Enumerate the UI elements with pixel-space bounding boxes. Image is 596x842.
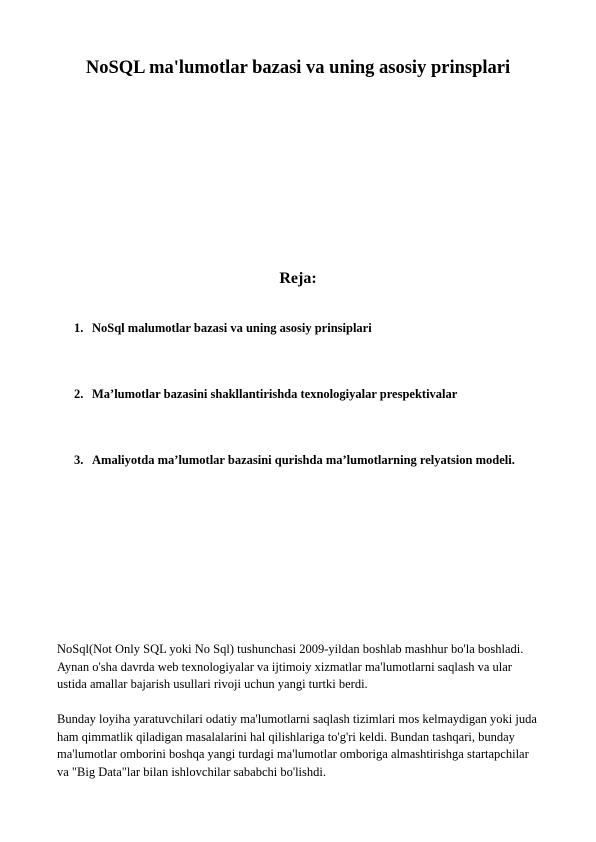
- plan-heading: Reja:: [279, 270, 317, 287]
- body-paragraph-1: NoSql(Not Only SQL yoki No Sql) tushunchasi 2009-yildan boshlab mashhur bo'la boshladi. Aynan o'sha davrda web texnologiyalar va ijtimoiy xizmatlar ma'lumotlarni saqlash va ular ustida amallar bajarish usullari rivoji uchun yangi turtki berdi.: [57, 642, 524, 691]
- plan-item-text: Amaliyotda ma’lumotlar bazasini qurishda ma’lumotlarning relyatsion modeli.: [92, 453, 515, 467]
- plan-item-3: [74, 452, 544, 468]
- plan-item-number: 3.: [74, 453, 84, 467]
- plan-item-1: [74, 320, 544, 336]
- document-title: NoSQL ma'lumotlar bazasi va uning asosiy prinsplari: [85, 58, 511, 78]
- plan-item-text: Ma’lumotlar bazasini shakllantirishda texnologiyalar prespektivalar: [92, 387, 458, 401]
- plan-item-2: [74, 386, 544, 402]
- plan-item-text: NoSql malumotlar bazasi va uning asosiy prinsiplari: [92, 321, 372, 335]
- plan-item-number: 1.: [74, 321, 84, 335]
- plan-item-number: 2.: [74, 387, 84, 401]
- body-paragraph-2: Bunday loyiha yaratuvchilari odatiy ma'lumotlarni saqlash tizimlari mos kelmaydigan yoki juda ham qimmatlik qiladigan masalalarini hal qilishlariga to'g'ri keldi. Bundan tashqari, bunday ma'lumotlar omborini boshqa yangi turdagi ma'lumotlar omboriga almashtirishga startapchilar va "Big Data"lar bilan ishlovchilar sababchi bo'lishdi.: [57, 712, 537, 779]
